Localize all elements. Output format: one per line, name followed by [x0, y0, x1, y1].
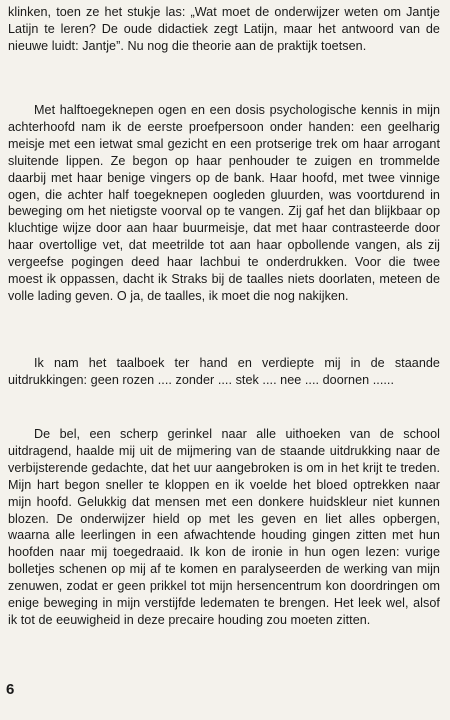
paragraph-school-bell: De bel, een scherp gerinkel naar alle uithoeken van de school uitdragend, haalde mij uit de mijmering van de staande uitdrukking naar de verbijsterende gedachte, dat het uur aangebroken is om in het krijt te treden. Mijn hart begon sneller te kloppen en ik voelde het bloed optrekken naar mijn hoofd. Gelukkig dat mensen met een donkere huidskleur niet kunnen blozen. De onderwijzer hield op met les geven en liet alles opbergen, waarna alle leerlingen in een afwachtende houding gingen zitten met hun hoofden naar mij toegedraaid. Ik kon de ironie in hun ogen lezen: vurige bolletjes schenen op mij af te komen en paralyseerden de werking van mijn zenuwen, zodat er geen prikkel tot mijn hersencentrum kon doordringen om enige beweging in mijn verstijfde ledematen te brengen. Het leek wel, alsof ik tot de eeuwigheid in deze precaire houding zou moeten zitten.: [8, 427, 440, 627]
paragraph-first-test-subject: Met halftoegeknepen ogen en een dosis psychologische kennis in mijn achterhoofd nam ik de eerste proefpersoon onder handen: een geelharig meisje met een ietwat smal gezicht en een protserige trek om haar arrogant sluitende lippen. Ze begon op haar penhouder te zuigen en trommelde daarbij met haar benige vingers op de bank. Haar hoofd, met twee vinnige ogen, die achter half toegeknepen oogleden gluurden, was voortdurend in beweging om het nietigste voorval op te vangen. Zij gaf het dan blijkbaar op kluchtige wijze door aan haar buurmeisje, dat met haar contrasteerde door haar overtollige vet, dat meetrilde tot aan haar opbollende vangen, als zij vergeefse pogingen deed haar lachbui te onderdrukken. Voor die twee moest ik oppassen, dacht ik Straks bij de taalles niets doorlaten, meteen de volle lading geven. O ja, de taalles, ik moet die nog nakijken.: [8, 103, 440, 303]
paragraph-language-book: Ik nam het taalboek ter hand en verdiepte mij in de staande uitdrukkingen: geen rozen .... zonder .... stek .... nee .... doornen ......: [8, 356, 440, 387]
page-number: 6: [6, 681, 15, 698]
paragraph-continuation: klinken, toen ze het stukje las: „Wat moet de onderwijzer weten om Jantje Latijn te leren? De oude didactiek zegt Latijn, maar het antwoord van de nieuwe luidt: Jantje”. Nu nog die theorie aan de praktijk toetsen.: [8, 5, 440, 53]
